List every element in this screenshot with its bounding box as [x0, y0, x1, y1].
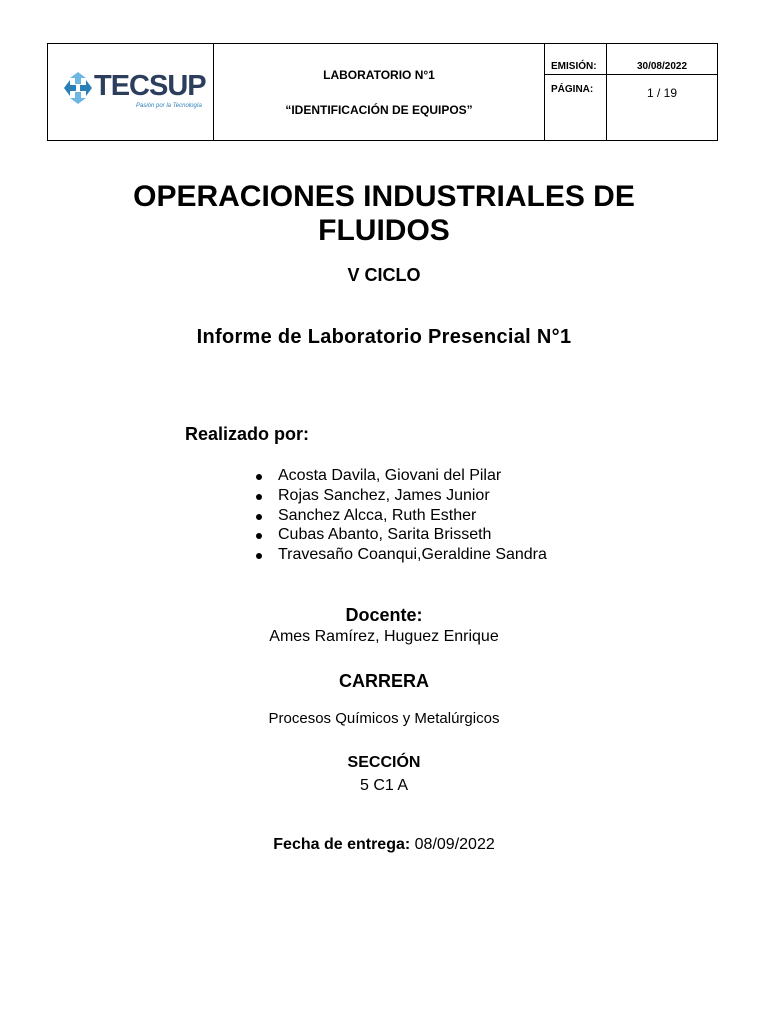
author-name: Sanchez Alcca, Ruth Esther [278, 506, 477, 524]
authors-heading: Realizado por: [185, 424, 310, 444]
lab-subtitle: “IDENTIFICACIÓN DE EQUIPOS” [285, 103, 473, 117]
meta-value-cell [607, 44, 718, 141]
course-title-line1: OPERACIONES INDUSTRIALES DE [133, 180, 635, 213]
logo-cell [48, 44, 214, 141]
author-name: Cubas Abanto, Sarita Brisseth [278, 526, 492, 544]
docente-name: Ames Ramírez, Huguez Enrique [269, 628, 499, 645]
bullet-icon [256, 553, 262, 559]
list-item [254, 525, 547, 545]
carrera-label: CARRERA [339, 671, 429, 691]
author-name: Travesaño Coanqui,Geraldine Sandra [278, 546, 547, 564]
tecsup-arrows-icon [62, 70, 94, 106]
lab-title: LABORATORIO N°1 [323, 68, 435, 82]
tecsup-logo [62, 69, 206, 117]
seccion-label: SECCIÓN [347, 754, 421, 771]
list-item [254, 466, 547, 486]
report-title: Informe de Laboratorio Presencial N°1 [196, 326, 572, 348]
author-name: Rojas Sanchez, James Junior [278, 486, 490, 504]
author-name: Acosta Davila, Giovani del Pilar [278, 467, 502, 484]
list-item [254, 545, 547, 565]
logo-wordmark: TECSUP [94, 70, 206, 102]
bullet-icon [256, 514, 262, 520]
authors-list [254, 466, 547, 565]
delivery-date [0, 836, 768, 854]
course-title-line2: FLUIDOS [318, 214, 450, 247]
delivery-date-label: Fecha de entrega: [273, 836, 411, 853]
carrera-value: Procesos Químicos y Metalúrgicos [268, 710, 500, 727]
emision-label: EMISIÓN: [551, 61, 597, 72]
meta-label-cell [545, 44, 607, 141]
emision-value: 30/08/2022 [636, 61, 688, 72]
document-header-table [47, 43, 718, 141]
delivery-date-value: 08/09/2022 [414, 836, 495, 853]
bullet-icon [256, 494, 262, 500]
docente-label: Docente: [345, 605, 423, 625]
pagina-value: 1 / 19 [646, 86, 678, 100]
list-item [254, 486, 547, 506]
bullet-icon [256, 474, 262, 480]
cycle-label: V CICLO [347, 265, 421, 285]
pagina-label: PÁGINA: [551, 84, 594, 95]
seccion-value: 5 C1 A [359, 777, 409, 794]
logo-tagline: Pasión por la Tecnología [136, 103, 202, 109]
lab-title-cell [214, 44, 545, 141]
bullet-icon [256, 533, 262, 539]
course-title [0, 180, 768, 248]
list-item [254, 506, 547, 526]
